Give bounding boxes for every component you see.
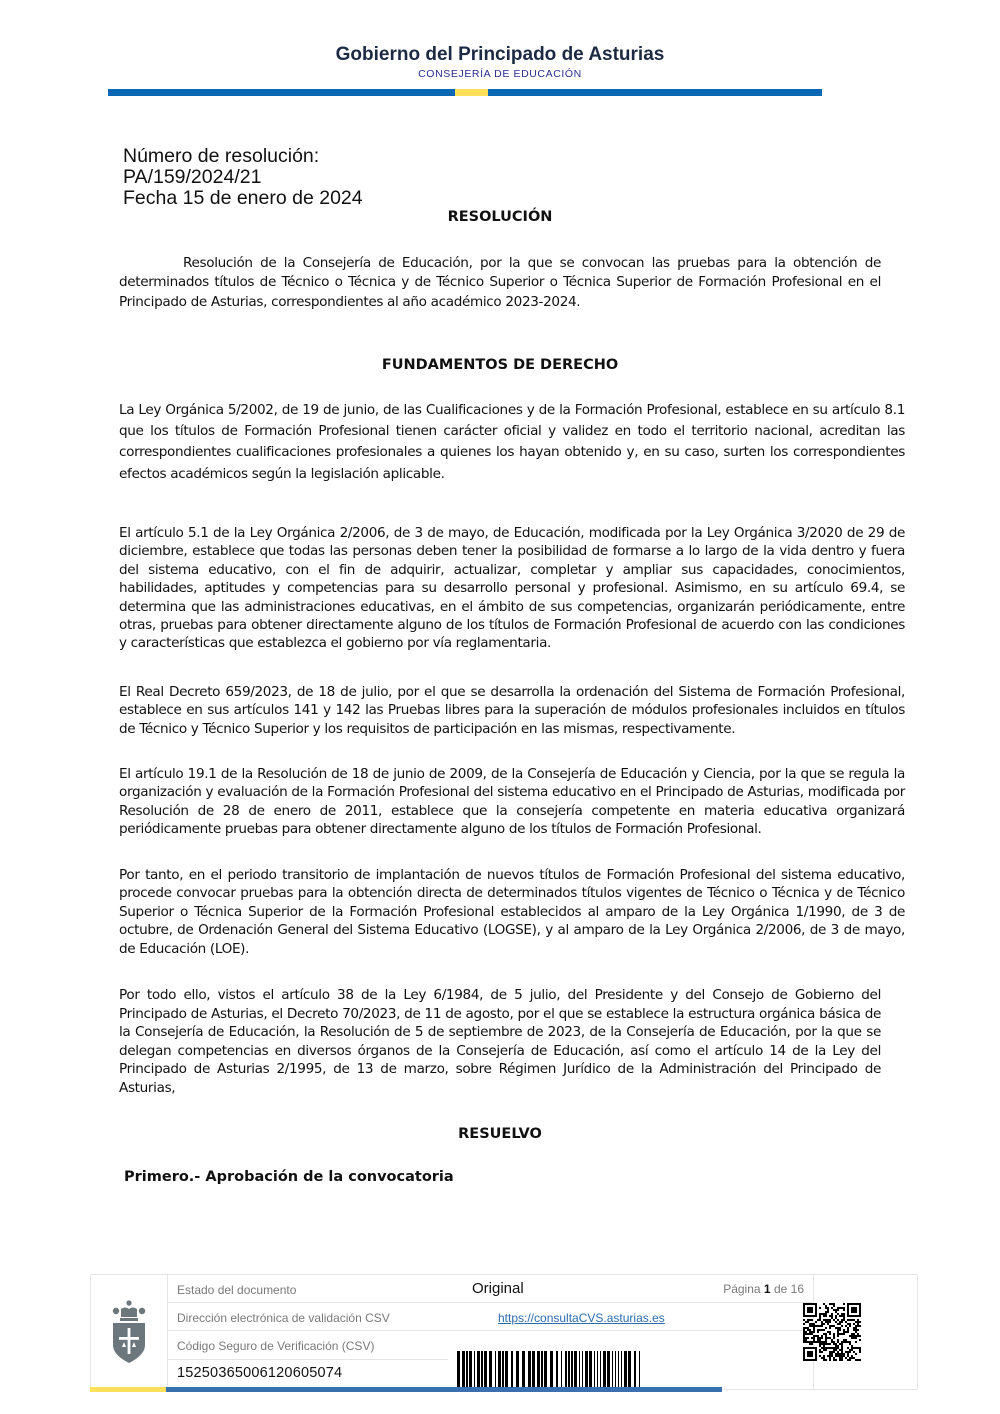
page-of: de bbox=[773, 1282, 788, 1296]
body-paragraph: El artículo 19.1 de la Resolución de 18 de junio de 2009, de la Consejería de Educación y Ciencia, por la que se regula la organización y evaluación de la Formación Profesional del sistema educativo en el Principado de Asturias, modificada por Resolución de 28 de enero de 2011, establece que la consejería competente en materia educativa organizará periódicamente pruebas para obtener directamente alguno de los títulos de Formación Profesional. bbox=[119, 766, 905, 838]
body-paragraph: La Ley Orgánica 5/2002, de 19 de junio, de las Cualificaciones y de la Formación Profesional, establece en su artículo 8.1 que los títulos de Formación Profesional tienen carácter oficial y validez en todo el territorio nacional, acreditan las correspondientes cualificaciones profesionales a quienes los hayan obtenido y, en su caso, surten los correspondientes efectos académicos según la legislación aplicable. bbox=[119, 402, 905, 482]
resolution-number-label: Número de resolución: bbox=[123, 145, 320, 167]
footer-row-status bbox=[168, 1275, 812, 1303]
heading-resolucion: RESOLUCIÓN bbox=[447, 209, 553, 225]
footer-bar-yellow bbox=[90, 1387, 166, 1392]
heading-resuelvo: RESUELVO bbox=[458, 1126, 542, 1142]
status-value: Original bbox=[472, 1280, 524, 1297]
header-subtitle: CONSEJERÍA DE EDUCACIÓN bbox=[418, 68, 582, 80]
footer-row-url bbox=[168, 1303, 812, 1331]
body-paragraph: Por todo ello, vistos el artículo 38 de la Ley 6/1984, de 5 julio, del Presidente y del Consejo de Gobierno del Principado de Asturias, el Decreto 70/2023, de 11 de agosto, por el que se establece la estructura orgánica básica de la Consejería de Educación, la Resolución de 5 de septiembre de 2023, de la Consejería de Educación, por la que se delegan competencias en diversos órganos de la Consejería de Educación, así como el artículo 14 de la Ley del Principado de Asturias 2/1995, de 13 de marzo, sobre Régimen Jurídico de la Administración del Principado de Asturias, bbox=[119, 987, 881, 1096]
intro-paragraph: Resolución de la Consejería de Educación, por la que se convocan las pruebas para la obtención de determinados títulos de Técnico o Técnica y de Técnico Superior o Técnica Superior de Formación Profesional en el Principado de Asturias, correspondientes al año académico 2023-2024. bbox=[119, 255, 881, 310]
body-paragraph: Por tanto, en el periodo transitorio de implantación de nuevos títulos de Formación Profesional del sistema educativo, procede convocar pruebas para la obtención directa de determinados títulos vigentes de Técnico o Técnica y de Técnico Superior o Técnica Superior de la Formación Profesional establecidos al amparo de la Ley Orgánica 1/1990, de 3 de octubre, de Ordenación General del Sistema Educativo (LOGSE), y al amparo de la Ley Orgánica 2/2006, de 3 de mayo, de Educación (LOE). bbox=[119, 867, 905, 957]
section-primero-heading: Primero.- Aprobación de la convocatoria bbox=[124, 1169, 454, 1185]
verification-footer bbox=[90, 1274, 918, 1390]
page-current: 1 bbox=[763, 1282, 771, 1296]
barcode-icon bbox=[457, 1351, 643, 1387]
header-title: Gobierno del Principado de Asturias bbox=[335, 44, 665, 65]
resolution-meta bbox=[123, 146, 363, 209]
footer-bar-blue bbox=[166, 1387, 722, 1392]
body-paragraph: El artículo 5.1 de la Ley Orgánica 2/2006, de 3 de mayo, de Educación, modificada por la Ley Orgánica 3/2020 de 29 de diciembre, establece que todas las personas deben tener la posibilidad de formarse a lo largo de la vida dentro y fuera del sistema educativo, con el fin de adquirir, actualizar, completar y ampliar sus capacidades, conocimientos, habilidades, aptitudes y competencias para su desarrollo personal y profesional. Asimismo, en su artículo 69.4, se determina que las administraciones educativas, en el ámbito de sus competencias, organizarán periódicamente, entre otras, pruebas para obtener directamente alguno de los títulos de Formación Profesional de acuerdo con las condiciones y características que establezca el gobierno por vía reglamentaria. bbox=[119, 525, 905, 652]
body-paragraph: El Real Decreto 659/2023, de 18 de julio, por el que se desarrolla la ordenación del Sistema de Formación Profesional, establece en sus artículos 141 y 142 las Pruebas libres para la superación de módulos profesionales incluidos en títulos de Técnico y Técnico Superior y los requisitos de participación en las mismas, respectivamente. bbox=[119, 684, 905, 737]
coat-of-arms-icon bbox=[91, 1275, 168, 1389]
header-bar-blue-left bbox=[108, 89, 455, 96]
resolution-date: Fecha 15 de enero de 2024 bbox=[123, 187, 363, 209]
csv-code: 15250365006120605074 bbox=[177, 1365, 343, 1381]
status-label: Estado del documento bbox=[177, 1283, 297, 1297]
qr-code-icon bbox=[803, 1303, 861, 1361]
csv-url-label: Dirección electrónica de validación CSV bbox=[177, 1311, 390, 1325]
heading-fundamentos: FUNDAMENTOS DE DERECHO bbox=[381, 357, 619, 373]
header-bar-blue-right bbox=[488, 89, 822, 96]
resolution-number: PA/159/2024/21 bbox=[123, 166, 262, 188]
page-label: Página bbox=[723, 1282, 761, 1296]
page-total: 16 bbox=[790, 1282, 804, 1296]
header-bar-yellow bbox=[455, 89, 488, 96]
page-indicator bbox=[723, 1282, 804, 1296]
csv-code-label: Código Seguro de Verificación (CSV) bbox=[177, 1339, 375, 1353]
csv-url-link[interactable]: https://consultaCVS.asturias.es bbox=[498, 1311, 665, 1325]
